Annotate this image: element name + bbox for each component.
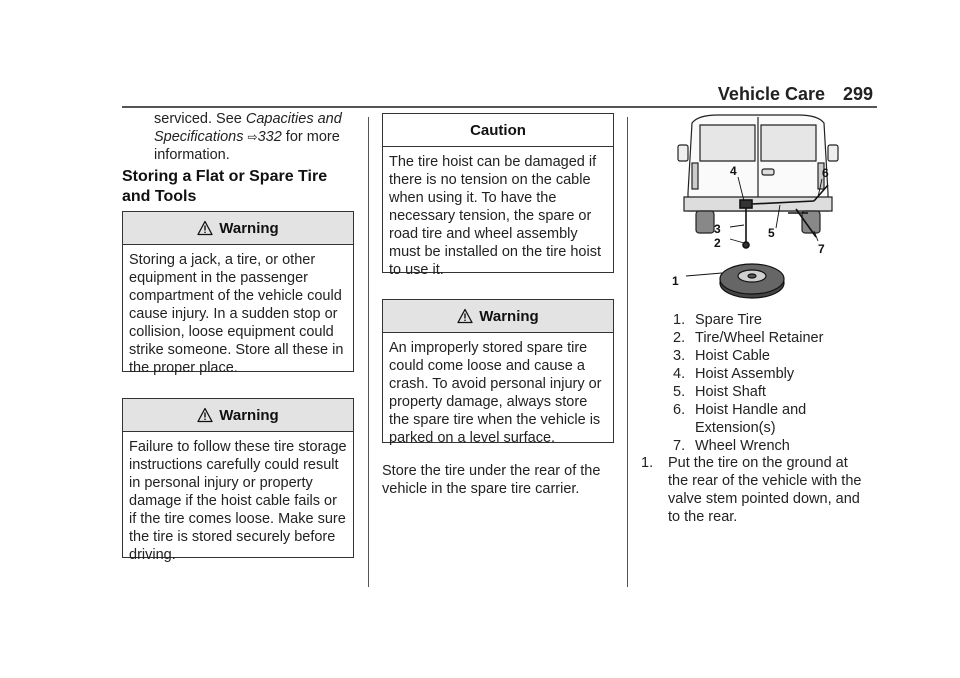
warning-icon bbox=[197, 407, 213, 423]
part-label: Wheel Wrench bbox=[695, 438, 790, 454]
warning-title: Warning bbox=[479, 307, 539, 325]
warning-body: Storing a jack, a tire, or other equipment in the passenger compartment of the vehicle could cause injury. In a sudden stop or collision, loose equipment could strike someone. Store all these in the proper place. bbox=[129, 252, 344, 376]
cross-reference-link[interactable]: Capacities and Specifications bbox=[154, 111, 342, 145]
callout-4: 4 bbox=[730, 164, 737, 178]
intro-text-before: serviced. See bbox=[154, 111, 246, 127]
warning-title: Warning bbox=[219, 219, 279, 237]
caution-body: The tire hoist can be damaged if there is no tension on the cable when using it. To have the necessary tension, the spare or road tire and wheel assembly must be installed on the tire hoist to use it. bbox=[389, 154, 601, 278]
store-instruction: Store the tire under the rear of the vehicle in the spare tire carrier. bbox=[382, 463, 601, 497]
part-label: Spare Tire bbox=[695, 312, 762, 328]
list-item bbox=[673, 365, 883, 383]
list-item bbox=[673, 383, 883, 401]
warning-body: An improperly stored spare tire could come loose and cause a crash. To avoid personal injury or property damage, always store the spare tire when the vehicle is parked on a level surface. bbox=[389, 340, 602, 446]
van-rear-illustration bbox=[678, 115, 838, 233]
warning-header bbox=[123, 212, 353, 245]
section-title: Vehicle Care bbox=[717, 84, 825, 104]
header-rule bbox=[122, 106, 877, 108]
callout-1: 1 bbox=[672, 274, 679, 288]
list-item bbox=[673, 311, 883, 329]
part-number: 1. bbox=[673, 312, 686, 328]
intro-paragraph bbox=[154, 110, 354, 164]
procedure-steps bbox=[641, 454, 881, 526]
list-item bbox=[673, 347, 883, 365]
list-item bbox=[673, 329, 883, 347]
part-label: Hoist Handle and Extension(s) bbox=[695, 402, 807, 436]
part-label: Hoist Assembly bbox=[695, 366, 795, 382]
reference-arrow-icon: ⇨ bbox=[247, 130, 258, 144]
warning-box-3 bbox=[382, 299, 614, 446]
part-label: Hoist Shaft bbox=[695, 384, 766, 400]
callout-5: 5 bbox=[768, 226, 775, 240]
spare-tire-illustration bbox=[720, 264, 784, 298]
column-divider-right bbox=[627, 117, 628, 587]
part-label: Hoist Cable bbox=[695, 348, 770, 364]
warning-header bbox=[123, 399, 353, 432]
page-number: 299 bbox=[843, 84, 874, 104]
warning-icon bbox=[457, 308, 473, 324]
warning-icon bbox=[197, 220, 213, 236]
callout-6: 6 bbox=[822, 166, 829, 180]
spare-tire-hoist-diagram bbox=[668, 113, 850, 301]
list-item bbox=[641, 454, 881, 526]
part-number: 7. bbox=[673, 438, 686, 454]
part-number: 2. bbox=[673, 330, 686, 346]
list-item bbox=[673, 437, 883, 455]
intro-text-after: for more information. bbox=[154, 129, 340, 163]
callout-7: 7 bbox=[818, 242, 825, 256]
part-number: 6. bbox=[673, 402, 686, 418]
part-label: Tire/Wheel Retainer bbox=[695, 330, 824, 346]
warning-header bbox=[383, 300, 613, 333]
reference-page[interactable]: 332 bbox=[257, 129, 282, 145]
warning-body: Failure to follow these tire storage instructions carefully could result in personal injury or property damage if the hoist cable fails or if the tire comes loose. Make sure the tire is stored securely before driving. bbox=[129, 439, 347, 563]
caution-title: Caution bbox=[470, 121, 526, 139]
warning-box-1 bbox=[122, 211, 354, 376]
warning-box-2 bbox=[122, 398, 354, 563]
parts-list bbox=[673, 311, 883, 455]
column-divider-left bbox=[368, 117, 369, 587]
caution-box bbox=[382, 113, 614, 278]
part-number: 5. bbox=[673, 384, 686, 400]
callout-3: 3 bbox=[714, 222, 721, 236]
section-heading: Storing a Flat or Spare Tire and Tools bbox=[122, 168, 328, 205]
caution-header bbox=[383, 114, 613, 147]
callout-2: 2 bbox=[714, 236, 721, 250]
part-number: 4. bbox=[673, 366, 686, 382]
list-item bbox=[673, 401, 883, 437]
step-number: 1. bbox=[641, 455, 654, 471]
step-text: Put the tire on the ground at the rear of the vehicle with the valve stem pointed down, and to the rear. bbox=[668, 455, 862, 525]
part-number: 3. bbox=[673, 348, 686, 364]
warning-title: Warning bbox=[219, 406, 279, 424]
